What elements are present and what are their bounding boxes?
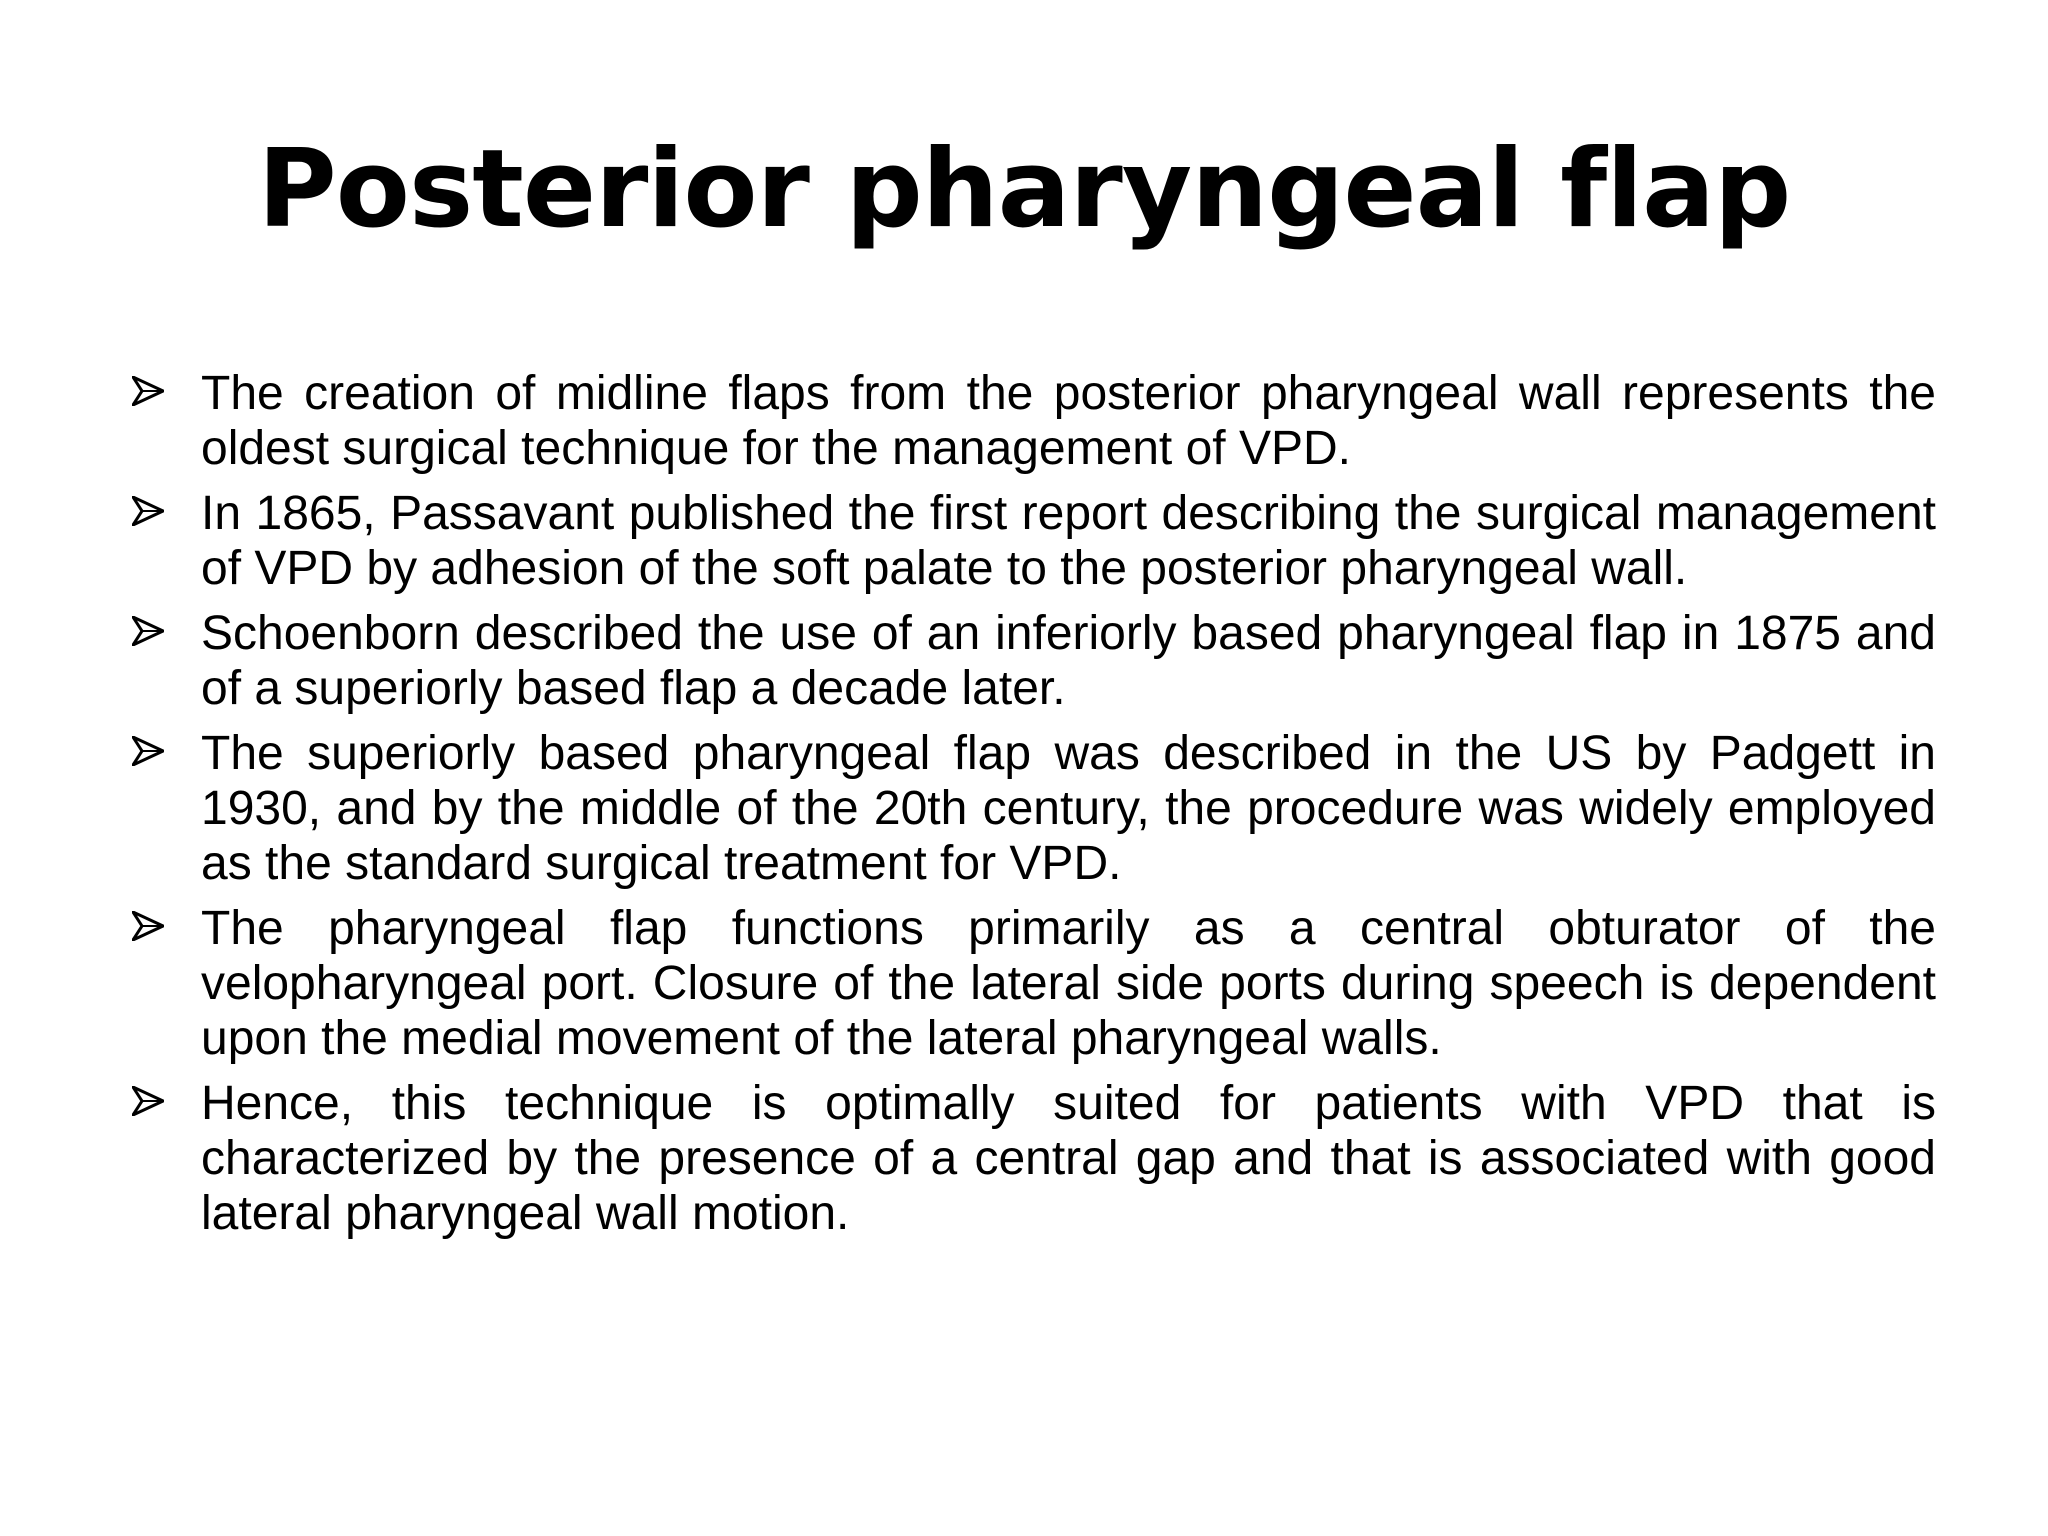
bullet-list [128,366,1936,1251]
arrowhead-bullet-icon [128,486,188,541]
bullet-text: The creation of midline flaps from the posterior pharyngeal wall represents the oldest surgical technique for the management of VPD. [201,367,1936,475]
arrowhead-bullet-icon [128,1076,188,1131]
arrowhead-bullet-icon [128,901,188,956]
bullet-item [128,486,1936,596]
bullet-item [128,366,1936,476]
bullet-text: The superiorly based pharyngeal flap was described in the US by Padgett in 1930, and by the middle of the 20th century, the procedure was widely employed as the standard surgical treatment for VPD. [201,727,1936,890]
arrowhead-bullet-icon [128,366,188,421]
bullet-text: The pharyngeal flap functions primarily as a central obturator of the velopharyngeal port. Closure of the lateral side ports during speech is dependent upon the medial movement of the lateral pharyngeal walls. [201,902,1936,1065]
bullet-item [128,1076,1936,1241]
bullet-text: In 1865, Passavant published the first report describing the surgical management of VPD by adhesion of the soft palate to the posterior pharyngeal wall. [201,487,1936,595]
arrowhead-bullet-icon [128,726,188,781]
slide-title: Posterior pharyngeal flap [257,127,1791,252]
bullet-item [128,726,1936,891]
bullet-item [128,606,1936,716]
arrowhead-bullet-icon [128,606,188,661]
bullet-text: Schoenborn described the use of an inferiorly based pharyngeal flap in 1875 and of a superiorly based flap a decade later. [201,607,1936,715]
bullet-item [128,901,1936,1066]
bullet-text: Hence, this technique is optimally suited for patients with VPD that is characterized by the presence of a central gap and that is associated with good lateral pharyngeal wall motion. [201,1077,1936,1240]
